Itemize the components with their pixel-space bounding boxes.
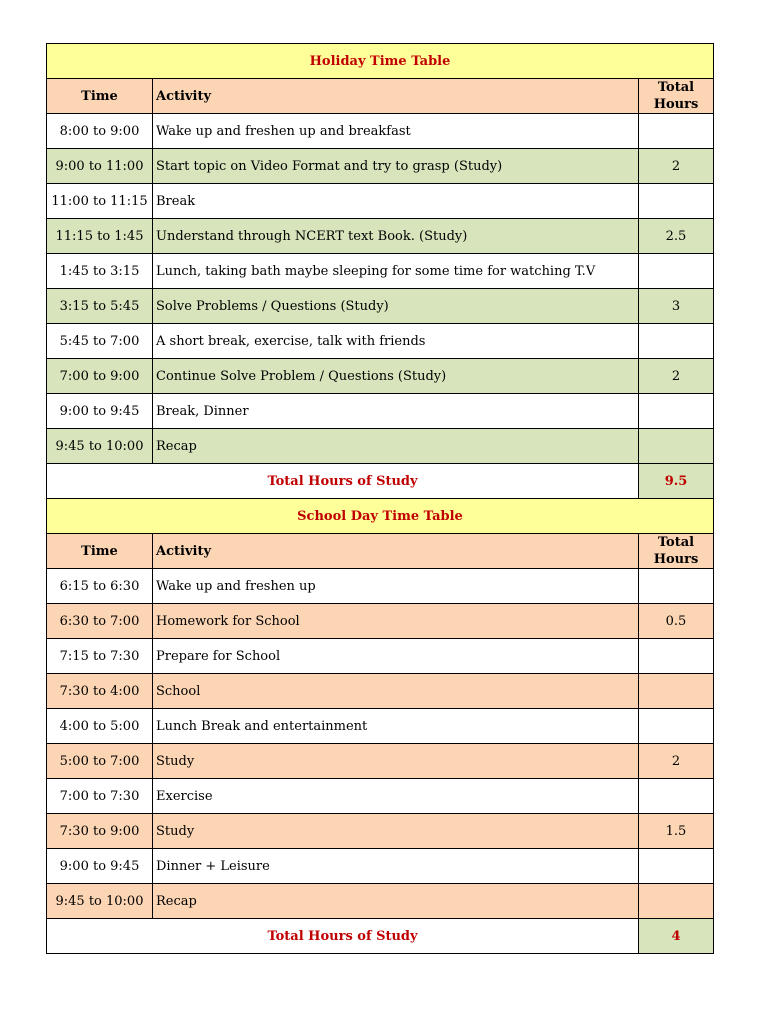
- holiday-time-cell: 9:45 to 10:00: [47, 429, 153, 464]
- school-hours-cell: [639, 674, 714, 709]
- holiday-activity-cell: Break: [153, 184, 639, 219]
- holiday-activity-cell: Solve Problems / Questions (Study): [153, 289, 639, 324]
- holiday-hours-cell: [639, 394, 714, 429]
- school-time-cell: 7:00 to 7:30: [47, 779, 153, 814]
- school-time-cell: 9:00 to 9:45: [47, 849, 153, 884]
- school-activity-cell: Exercise: [153, 779, 639, 814]
- holiday-row: [47, 394, 714, 429]
- timetable-sheet: [46, 43, 714, 954]
- holiday-total-label: Total Hours of Study: [47, 464, 639, 499]
- school-header-total-hours-label: Total Hours: [653, 535, 699, 567]
- school-hours-cell: [639, 569, 714, 604]
- holiday-hours-cell: [639, 114, 714, 149]
- school-row: [47, 639, 714, 674]
- school-total-value: 4: [639, 919, 714, 954]
- school-header-time: Time: [47, 534, 153, 569]
- school-activity-cell: Lunch Break and entertainment: [153, 709, 639, 744]
- holiday-time-cell: 11:15 to 1:45: [47, 219, 153, 254]
- school-activity-cell: Prepare for School: [153, 639, 639, 674]
- school-title-row: [47, 499, 714, 534]
- holiday-activity-cell: Wake up and freshen up and breakfast: [153, 114, 639, 149]
- holiday-activity-cell: A short break, exercise, talk with friends: [153, 324, 639, 359]
- holiday-hours-cell: [639, 429, 714, 464]
- holiday-row: [47, 114, 714, 149]
- holiday-header-activity: Activity: [153, 79, 639, 114]
- holiday-activity-cell: Understand through NCERT text Book. (Study): [153, 219, 639, 254]
- school-time-cell: 7:15 to 7:30: [47, 639, 153, 674]
- school-header-total-hours: [639, 534, 714, 569]
- school-activity-cell: Dinner + Leisure: [153, 849, 639, 884]
- school-row: [47, 744, 714, 779]
- school-activity-cell: Study: [153, 814, 639, 849]
- school-hours-cell: 1.5: [639, 814, 714, 849]
- school-row: [47, 709, 714, 744]
- school-time-cell: 6:15 to 6:30: [47, 569, 153, 604]
- school-header-activity: Activity: [153, 534, 639, 569]
- holiday-hours-cell: 2: [639, 149, 714, 184]
- school-total-label: Total Hours of Study: [47, 919, 639, 954]
- school-time-cell: 7:30 to 4:00: [47, 674, 153, 709]
- holiday-activity-cell: Continue Solve Problem / Questions (Study): [153, 359, 639, 394]
- school-time-cell: 4:00 to 5:00: [47, 709, 153, 744]
- holiday-time-cell: 7:00 to 9:00: [47, 359, 153, 394]
- holiday-row: [47, 324, 714, 359]
- holiday-total-row: [47, 464, 714, 499]
- school-row: [47, 814, 714, 849]
- school-activity-cell: School: [153, 674, 639, 709]
- holiday-time-cell: 8:00 to 9:00: [47, 114, 153, 149]
- school-row: [47, 849, 714, 884]
- holiday-activity-cell: Recap: [153, 429, 639, 464]
- school-hours-cell: [639, 849, 714, 884]
- holiday-header-total-hours: [639, 79, 714, 114]
- holiday-activity-cell: Start topic on Video Format and try to grasp (Study): [153, 149, 639, 184]
- holiday-time-cell: 1:45 to 3:15: [47, 254, 153, 289]
- school-hours-cell: [639, 779, 714, 814]
- holiday-hours-cell: 3: [639, 289, 714, 324]
- school-row: [47, 779, 714, 814]
- holiday-row: [47, 289, 714, 324]
- holiday-activity-cell: Break, Dinner: [153, 394, 639, 429]
- holiday-time-cell: 9:00 to 9:45: [47, 394, 153, 429]
- holiday-row: [47, 254, 714, 289]
- school-title: School Day Time Table: [47, 499, 714, 534]
- holiday-row: [47, 359, 714, 394]
- holiday-header-time: Time: [47, 79, 153, 114]
- school-row: [47, 604, 714, 639]
- holiday-time-cell: 5:45 to 7:00: [47, 324, 153, 359]
- school-row: [47, 884, 714, 919]
- holiday-hours-cell: [639, 324, 714, 359]
- timetable-body: [47, 44, 714, 954]
- school-activity-cell: Wake up and freshen up: [153, 569, 639, 604]
- school-time-cell: 6:30 to 7:00: [47, 604, 153, 639]
- school-time-cell: 9:45 to 10:00: [47, 884, 153, 919]
- school-time-cell: 5:00 to 7:00: [47, 744, 153, 779]
- school-activity-cell: Recap: [153, 884, 639, 919]
- school-time-cell: 7:30 to 9:00: [47, 814, 153, 849]
- school-activity-cell: Study: [153, 744, 639, 779]
- holiday-time-cell: 9:00 to 11:00: [47, 149, 153, 184]
- school-activity-cell: Homework for School: [153, 604, 639, 639]
- holiday-header-total-hours-label: Total Hours: [653, 80, 699, 112]
- school-row: [47, 569, 714, 604]
- holiday-hours-cell: [639, 254, 714, 289]
- holiday-row: [47, 219, 714, 254]
- school-hours-cell: [639, 884, 714, 919]
- school-row: [47, 674, 714, 709]
- school-header-row: [47, 534, 714, 569]
- holiday-header-row: [47, 79, 714, 114]
- holiday-title-row: [47, 44, 714, 79]
- holiday-row: [47, 149, 714, 184]
- school-hours-cell: [639, 709, 714, 744]
- school-hours-cell: [639, 639, 714, 674]
- holiday-row: [47, 184, 714, 219]
- school-hours-cell: 2: [639, 744, 714, 779]
- school-hours-cell: 0.5: [639, 604, 714, 639]
- school-total-row: [47, 919, 714, 954]
- holiday-hours-cell: [639, 184, 714, 219]
- holiday-title: Holiday Time Table: [47, 44, 714, 79]
- holiday-time-cell: 3:15 to 5:45: [47, 289, 153, 324]
- holiday-row: [47, 429, 714, 464]
- holiday-hours-cell: 2.5: [639, 219, 714, 254]
- holiday-hours-cell: 2: [639, 359, 714, 394]
- holiday-total-value: 9.5: [639, 464, 714, 499]
- holiday-time-cell: 11:00 to 11:15: [47, 184, 153, 219]
- holiday-activity-cell: Lunch, taking bath maybe sleeping for some time for watching T.V: [153, 254, 639, 289]
